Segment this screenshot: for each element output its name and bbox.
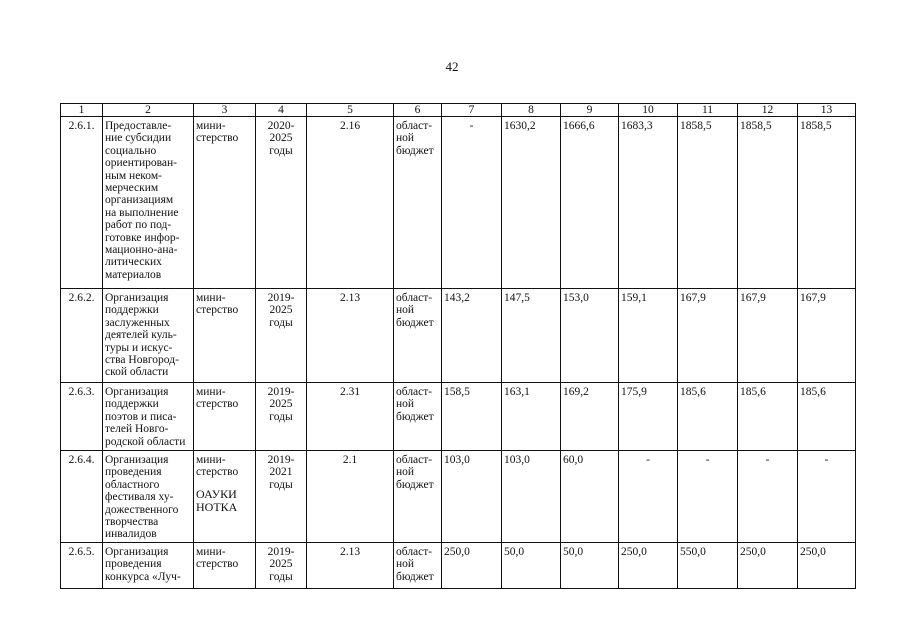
funding-source-line: ной bbox=[396, 558, 415, 571]
measure-name-line: мерческим bbox=[105, 182, 159, 195]
funding-value-col-11: 1858,5 bbox=[678, 117, 738, 289]
executor bbox=[194, 289, 256, 383]
column-header-10: 10 bbox=[619, 104, 678, 117]
program-measures-table bbox=[60, 103, 856, 589]
implementation-period bbox=[256, 543, 307, 589]
implementation-period-line: 2020- bbox=[267, 120, 295, 132]
measure-name-line: организациям bbox=[105, 194, 174, 207]
measure-name-line: конкурса «Луч- bbox=[105, 570, 181, 583]
measure-name-line: деятелей куль- bbox=[105, 329, 177, 342]
column-header-2: 2 bbox=[103, 104, 194, 117]
funding-value-col-11: 167,9 bbox=[678, 289, 738, 383]
executor bbox=[194, 383, 256, 451]
page-number: 42 bbox=[445, 59, 459, 74]
measure-name-line: Предоставле- bbox=[105, 120, 172, 132]
funding-value-col-13: 1858,5 bbox=[798, 117, 856, 289]
funding-source bbox=[394, 543, 442, 589]
measure-name-line: ным неком- bbox=[105, 169, 162, 182]
executor-line: мини- bbox=[196, 120, 226, 132]
row-number: 2.6.2. bbox=[61, 289, 103, 383]
measure-name-line: проведения bbox=[105, 466, 162, 479]
funding-value-col-11: 550,0 bbox=[678, 543, 738, 589]
implementation-period-line: 2019- bbox=[267, 386, 295, 398]
measure-name-line: инвалидов bbox=[105, 528, 157, 541]
implementation-period-line: 2019- bbox=[267, 546, 295, 558]
funding-value-col-7: 143,2 bbox=[442, 289, 502, 383]
implementation-period bbox=[256, 451, 307, 543]
implementation-period-line: 2025 bbox=[269, 398, 293, 411]
funding-value-col-7: 103,0 bbox=[442, 451, 502, 543]
measure-name-line: туры и искус- bbox=[105, 341, 173, 354]
funding-source bbox=[394, 451, 442, 543]
target-indicator: 2.31 bbox=[307, 383, 394, 451]
funding-value-col-10: 250,0 bbox=[619, 543, 678, 589]
measure-name-line: дожественного bbox=[105, 503, 179, 516]
executor-coexecutor-line: ОАУКИ bbox=[196, 486, 237, 501]
measure-name-line: работ по под- bbox=[105, 219, 172, 232]
target-indicator: 2.1 bbox=[307, 451, 394, 543]
funding-value-col-11: - bbox=[678, 451, 738, 543]
funding-value-col-7: 250,0 bbox=[442, 543, 502, 589]
measure-name-line: Организация bbox=[105, 386, 169, 398]
row-number: 2.6.4. bbox=[61, 451, 103, 543]
table-row bbox=[61, 451, 856, 543]
funding-source-line: бюджет bbox=[396, 410, 434, 423]
executor-line: стерство bbox=[196, 398, 239, 411]
funding-value-col-9: 169,2 bbox=[561, 383, 619, 451]
funding-value-col-9: 1666,6 bbox=[561, 117, 619, 289]
measure-name-line: мационно-ана- bbox=[105, 244, 178, 257]
funding-source-line: област- bbox=[396, 546, 433, 558]
measure-name-line: социально bbox=[105, 144, 157, 157]
implementation-period-line: годы bbox=[269, 410, 293, 423]
funding-value-col-10: 175,9 bbox=[619, 383, 678, 451]
target-indicator: 2.13 bbox=[307, 289, 394, 383]
funding-source-line: ной bbox=[396, 304, 415, 317]
measure-name-line: поддержки bbox=[105, 304, 159, 317]
measure-name bbox=[103, 451, 194, 543]
funding-value-col-11: 185,6 bbox=[678, 383, 738, 451]
executor-line: мини- bbox=[196, 454, 226, 466]
implementation-period-line: 2019- bbox=[267, 454, 295, 466]
measure-name-line: поэтов и писа- bbox=[105, 410, 177, 423]
measure-name-line: готовке инфор- bbox=[105, 231, 180, 244]
funding-source bbox=[394, 289, 442, 383]
executor-line: мини- bbox=[196, 546, 226, 558]
table-row bbox=[61, 289, 856, 383]
measure-name-line: фестиваля ху- bbox=[105, 491, 174, 504]
executor-line: стерство bbox=[196, 466, 239, 479]
executor-coexecutor bbox=[196, 488, 253, 514]
implementation-period-line: годы bbox=[269, 478, 293, 491]
column-header-8: 8 bbox=[502, 104, 561, 117]
funding-value-col-9: 153,0 bbox=[561, 289, 619, 383]
measure-name-line: на выполнение bbox=[105, 206, 179, 219]
funding-value-col-7: - bbox=[442, 117, 502, 289]
funding-value-col-10: 1683,3 bbox=[619, 117, 678, 289]
funding-source-line: област- bbox=[396, 386, 433, 398]
funding-value-col-7: 158,5 bbox=[442, 383, 502, 451]
measure-name-line: телей Новго- bbox=[105, 423, 169, 436]
funding-value-col-8: 147,5 bbox=[502, 289, 561, 383]
funding-value-col-12: 167,9 bbox=[738, 289, 798, 383]
row-number: 2.6.3. bbox=[61, 383, 103, 451]
executor-line: стерство bbox=[196, 132, 239, 145]
target-indicator: 2.16 bbox=[307, 117, 394, 289]
implementation-period bbox=[256, 117, 307, 289]
measure-name-line: областного bbox=[105, 478, 160, 491]
funding-value-col-8: 103,0 bbox=[502, 451, 561, 543]
executor bbox=[194, 117, 256, 289]
funding-value-col-9: 60,0 bbox=[561, 451, 619, 543]
implementation-period bbox=[256, 289, 307, 383]
funding-source-line: бюджет bbox=[396, 316, 434, 329]
funding-source-line: ной bbox=[396, 466, 415, 479]
implementation-period-line: 2019- bbox=[267, 292, 295, 304]
column-header-4: 4 bbox=[256, 104, 307, 117]
implementation-period-line: годы bbox=[269, 144, 293, 157]
measure-name-line: проведения bbox=[105, 558, 162, 571]
measure-name bbox=[103, 117, 194, 289]
funding-source-line: ной bbox=[396, 132, 415, 145]
measure-name bbox=[103, 383, 194, 451]
measure-name-line: ние субсидии bbox=[105, 132, 172, 145]
measure-name bbox=[103, 543, 194, 589]
funding-source-line: бюджет bbox=[396, 144, 434, 157]
column-header-11: 11 bbox=[678, 104, 738, 117]
funding-value-col-8: 1630,2 bbox=[502, 117, 561, 289]
funding-value-col-10: - bbox=[619, 451, 678, 543]
column-header-3: 3 bbox=[194, 104, 256, 117]
target-indicator: 2.13 bbox=[307, 543, 394, 589]
funding-source-line: бюджет bbox=[396, 570, 434, 583]
funding-value-col-8: 50,0 bbox=[502, 543, 561, 589]
column-header-6: 6 bbox=[394, 104, 442, 117]
funding-value-col-13: 167,9 bbox=[798, 289, 856, 383]
column-header-13: 13 bbox=[798, 104, 856, 117]
table-row bbox=[61, 117, 856, 289]
implementation-period-line: 2021 bbox=[269, 466, 293, 479]
executor bbox=[194, 451, 256, 543]
funding-value-col-12: 185,6 bbox=[738, 383, 798, 451]
funding-value-col-12: 250,0 bbox=[738, 543, 798, 589]
funding-value-col-12: 1858,5 bbox=[738, 117, 798, 289]
measure-name-line: заслуженных bbox=[105, 316, 170, 329]
measure-name-line: Организация bbox=[105, 292, 169, 304]
column-number-header-row bbox=[61, 104, 856, 117]
executor-line: стерство bbox=[196, 558, 239, 571]
measure-name-line: творчества bbox=[105, 516, 159, 529]
executor-line: мини- bbox=[196, 292, 226, 304]
measure-name-line: ской области bbox=[105, 366, 169, 379]
executor bbox=[194, 543, 256, 589]
funding-source-line: ной bbox=[396, 398, 415, 411]
funding-source-line: бюджет bbox=[396, 478, 434, 491]
table-row bbox=[61, 383, 856, 451]
measure-name-line: ориентирован- bbox=[105, 157, 177, 170]
row-number: 2.6.5. bbox=[61, 543, 103, 589]
implementation-period-line: 2025 bbox=[269, 132, 293, 145]
measure-name-line: материалов bbox=[105, 268, 162, 281]
funding-value-col-8: 163,1 bbox=[502, 383, 561, 451]
row-number: 2.6.1. bbox=[61, 117, 103, 289]
implementation-period-line: годы bbox=[269, 316, 293, 329]
funding-source bbox=[394, 383, 442, 451]
measure-name bbox=[103, 289, 194, 383]
executor-coexecutor-line: НОТКА bbox=[196, 499, 238, 514]
measure-name-line: родской области bbox=[105, 435, 186, 448]
measure-name-line: поддержки bbox=[105, 398, 159, 411]
implementation-period bbox=[256, 383, 307, 451]
table-row bbox=[61, 543, 856, 589]
implementation-period-line: 2025 bbox=[269, 558, 293, 571]
measure-name-line: литических bbox=[105, 256, 162, 269]
measure-name-line: Организация bbox=[105, 454, 169, 466]
column-header-7: 7 bbox=[442, 104, 502, 117]
column-header-5: 5 bbox=[307, 104, 394, 117]
implementation-period-line: 2025 bbox=[269, 304, 293, 317]
executor-line: мини- bbox=[196, 386, 226, 398]
measure-name-line: Организация bbox=[105, 546, 169, 558]
column-header-1: 1 bbox=[61, 104, 103, 117]
funding-value-col-13: 250,0 bbox=[798, 543, 856, 589]
implementation-period-line: годы bbox=[269, 570, 293, 583]
funding-source-line: област- bbox=[396, 120, 433, 132]
funding-value-col-13: 185,6 bbox=[798, 383, 856, 451]
funding-source-line: област- bbox=[396, 292, 433, 304]
column-header-12: 12 bbox=[738, 104, 798, 117]
funding-value-col-13: - bbox=[798, 451, 856, 543]
funding-value-col-10: 159,1 bbox=[619, 289, 678, 383]
column-header-9: 9 bbox=[561, 104, 619, 117]
funding-value-col-12: - bbox=[738, 451, 798, 543]
funding-source-line: област- bbox=[396, 454, 433, 466]
table-body bbox=[61, 117, 856, 589]
measure-name-line: ства Новгород- bbox=[105, 354, 179, 367]
funding-value-col-9: 50,0 bbox=[561, 543, 619, 589]
executor-line: стерство bbox=[196, 304, 239, 317]
funding-source bbox=[394, 117, 442, 289]
